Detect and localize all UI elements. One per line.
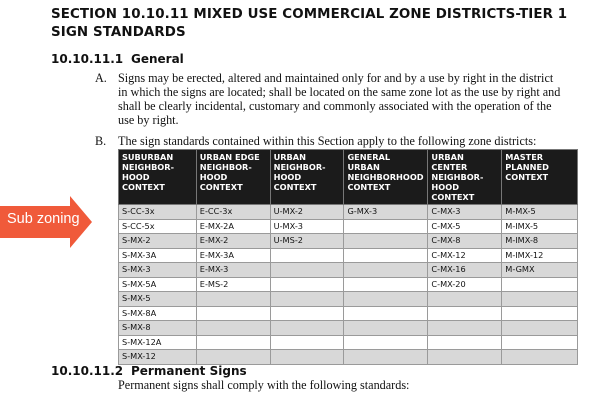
table-cell: M-MX-5 (502, 205, 578, 220)
table-cell (344, 263, 428, 278)
permanent-title: Permanent Signs (131, 364, 247, 378)
table-cell (196, 350, 270, 365)
table-cell: M-IMX-5 (502, 219, 578, 234)
header-master-planned: MASTER PLANNED CONTEXT (502, 150, 578, 205)
paragraph-a-letter: A. (95, 71, 107, 85)
table-cell (270, 292, 344, 307)
table-cell (344, 234, 428, 249)
table-cell (428, 335, 502, 350)
paragraph-a (95, 71, 565, 127)
permanent-number: 10.10.11.2 (51, 364, 124, 378)
paragraph-a-text: Signs may be erected, altered and maintained only for and by a use by right in the district in which the signs are located; shall be located on the same zone lot as the use by right and shall be clearly incidental, customary and commonly associated with the operation of the use by right. (118, 71, 561, 127)
table-cell (344, 219, 428, 234)
table-cell: S-MX-12A (119, 335, 197, 350)
table-cell (196, 292, 270, 307)
header-urban-edge: URBAN EDGE NEIGHBOR-HOOD CONTEXT (196, 150, 270, 205)
table-cell: U-MX-3 (270, 219, 344, 234)
table-cell: S-MX-3 (119, 263, 197, 278)
table-cell (344, 335, 428, 350)
table-row (119, 219, 578, 234)
table-row (119, 292, 578, 307)
table-cell (196, 335, 270, 350)
table-cell: E-MX-3A (196, 248, 270, 263)
table-row (119, 234, 578, 249)
table-cell (344, 292, 428, 307)
table-cell (428, 306, 502, 321)
table-row (119, 350, 578, 365)
table-cell: C-MX-16 (428, 263, 502, 278)
callout-label: Sub zoning (7, 211, 80, 227)
table-row (119, 277, 578, 292)
table-cell: E-MX-3 (196, 263, 270, 278)
table-row (119, 321, 578, 336)
table-cell: U-MS-2 (270, 234, 344, 249)
table-cell (502, 335, 578, 350)
table-cell: U-MX-2 (270, 205, 344, 220)
table-cell: S-MX-12 (119, 350, 197, 365)
table-cell: S-MX-8 (119, 321, 197, 336)
general-number: 10.10.11.1 (51, 52, 124, 66)
table-cell (196, 306, 270, 321)
table-cell: M-IMX-8 (502, 234, 578, 249)
table-cell (502, 277, 578, 292)
table-row (119, 306, 578, 321)
table-cell (270, 321, 344, 336)
table-cell: S-CC-3x (119, 205, 197, 220)
table-cell (270, 277, 344, 292)
table-cell: E-CC-3x (196, 205, 270, 220)
table-cell (344, 321, 428, 336)
table-cell (270, 306, 344, 321)
table-cell (270, 335, 344, 350)
table-body (119, 205, 578, 365)
table-row (119, 205, 578, 220)
paragraph-b-text: The sign standards contained within this Section apply to the following zone districts: (118, 134, 537, 148)
permanent-heading (51, 364, 247, 378)
table-cell: C-MX-20 (428, 277, 502, 292)
table-cell: M-GMX (502, 263, 578, 278)
table-cell (502, 292, 578, 307)
table-cell (344, 277, 428, 292)
permanent-text: Permanent signs shall comply with the following standards: (118, 378, 410, 392)
table-cell (502, 306, 578, 321)
table-cell (344, 350, 428, 365)
table-cell: S-CC-5x (119, 219, 197, 234)
paragraph-b (95, 134, 565, 148)
table-cell (270, 248, 344, 263)
table-header-row (119, 150, 578, 205)
table-cell: E-MX-2 (196, 234, 270, 249)
general-heading (51, 52, 184, 66)
table-cell (196, 321, 270, 336)
table-cell: C-MX-3 (428, 205, 502, 220)
table-cell: S-MX-8A (119, 306, 197, 321)
section-title: SECTION 10.10.11 MIXED USE COMMERCIAL ZONE DISTRICTS-TIER 1 SIGN STANDARDS (51, 7, 568, 40)
table-cell (428, 321, 502, 336)
table-row (119, 248, 578, 263)
table-cell (502, 321, 578, 336)
table-row (119, 263, 578, 278)
table-cell: C-MX-8 (428, 234, 502, 249)
sub-zoning-callout (0, 196, 92, 248)
table-cell: S-MX-5A (119, 277, 197, 292)
header-urban-center: URBAN CENTER NEIGHBOR-HOOD CONTEXT (428, 150, 502, 205)
table-cell: C-MX-12 (428, 248, 502, 263)
table-cell: S-MX-5 (119, 292, 197, 307)
table-cell: E-MS-2 (196, 277, 270, 292)
header-suburban: SUBURBAN NEIGHBOR-HOOD CONTEXT (119, 150, 197, 205)
table-cell (428, 292, 502, 307)
table-cell: G-MX-3 (344, 205, 428, 220)
table-cell (344, 306, 428, 321)
general-title: General (131, 52, 184, 66)
paragraph-b-letter: B. (95, 134, 107, 148)
table-cell (502, 350, 578, 365)
table-cell (270, 263, 344, 278)
table-cell: C-MX-5 (428, 219, 502, 234)
table-cell: E-MX-2A (196, 219, 270, 234)
header-urban: URBAN NEIGHBOR-HOOD CONTEXT (270, 150, 344, 205)
table-row (119, 335, 578, 350)
header-general-urban: GENERAL URBAN NEIGHBORHOOD CONTEXT (344, 150, 428, 205)
table-cell (344, 248, 428, 263)
table-cell (270, 350, 344, 365)
table-cell: S-MX-3A (119, 248, 197, 263)
table-cell: S-MX-2 (119, 234, 197, 249)
zone-districts-table (118, 149, 578, 365)
table-cell: M-IMX-12 (502, 248, 578, 263)
table-cell (428, 350, 502, 365)
